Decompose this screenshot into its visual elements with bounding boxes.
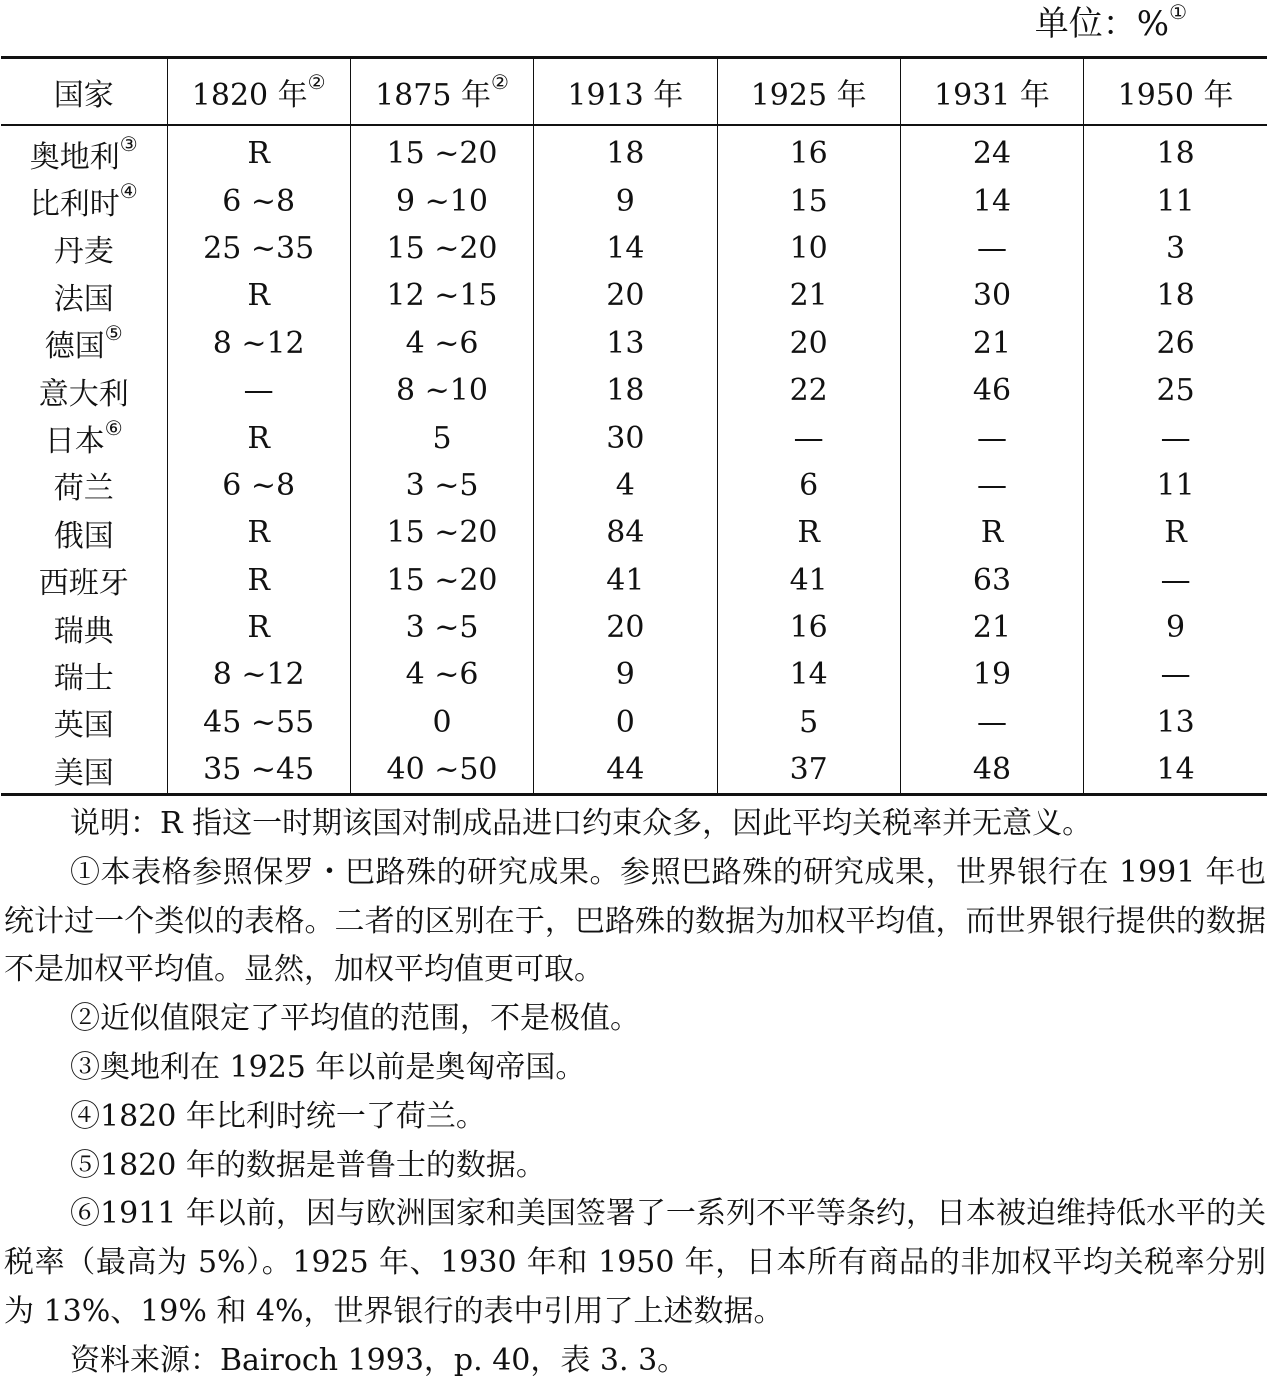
tariff-value-cell: 30	[900, 272, 1083, 319]
footnote-marker: ②	[490, 69, 509, 94]
column-header-label: 1820 年	[191, 77, 308, 113]
tariff-value-cell: 6 ~8	[167, 177, 350, 224]
tariff-value-cell: 45 ~55	[167, 699, 350, 746]
tariff-value-cell: 16	[717, 604, 900, 651]
tariff-value-cell: 16	[717, 125, 900, 177]
tariff-value-cell: 11	[1084, 177, 1267, 224]
tariff-value-cell: 3 ~5	[350, 462, 533, 509]
table-body	[1, 125, 1267, 795]
tariff-value-cell: —	[717, 414, 900, 461]
country-cell	[1, 699, 167, 746]
tariff-value-cell: 21	[900, 320, 1083, 367]
tariff-value-cell: 13	[534, 320, 717, 367]
tariff-value-cell: 14	[717, 651, 900, 698]
column-header-year	[350, 58, 533, 126]
tariff-value-cell: 46	[900, 367, 1083, 414]
footnote: ⑥1911 年以前，因与欧洲国家和美国签署了一系列不平等条约，日本被迫维持低水平的关税率（最高为 5%）。1925 年、1930 年和 1950 年，日本所有商品的非加权平均关税率分别为 13%、19% 和 4%，世界银行的表中引用了上述数据。	[4, 1196, 1266, 1329]
column-header-year	[900, 58, 1083, 126]
column-header-label: 1950 年	[1117, 77, 1234, 113]
country-name: 比利时	[29, 187, 120, 223]
tariff-value-cell: 48	[900, 746, 1083, 795]
tariff-value-cell: 40 ~50	[350, 746, 533, 795]
column-header-label: 1931 年	[934, 77, 1050, 113]
table-row	[1, 651, 1267, 698]
country-name: 德国	[44, 329, 105, 365]
tariff-value-cell: 25 ~35	[167, 225, 350, 272]
tariff-value-cell: 3 ~5	[350, 604, 533, 651]
unit-label: 单位：%①	[1034, 0, 1187, 44]
tariff-value-cell: 13	[1084, 699, 1267, 746]
footnote: ②近似值限定了平均值的范围，不是极值。	[70, 1001, 640, 1037]
footnote: ③奥地利在 1925 年以前是奥匈帝国。	[70, 1049, 586, 1085]
tariff-value-cell: 21	[717, 272, 900, 319]
tariff-value-cell: 18	[1084, 125, 1267, 177]
country-cell	[1, 509, 167, 556]
tariff-value-cell: 9	[1084, 604, 1267, 651]
footnote-marker: ④	[119, 179, 138, 204]
table-row	[1, 320, 1267, 367]
tariff-value-cell: 20	[534, 272, 717, 319]
country-name: 瑞士	[53, 660, 114, 696]
tariff-value-cell: 35 ~45	[167, 746, 350, 795]
footnote-marker: ⑥	[104, 416, 123, 441]
footnote: ⑤1820 年的数据是普鲁士的数据。	[70, 1147, 546, 1183]
footnote-marker: ②	[307, 69, 326, 94]
note-source: 资料来源：Bairoch 1993，p. 40，表 3. 3。	[70, 1342, 688, 1378]
country-cell	[1, 651, 167, 698]
table-row	[1, 462, 1267, 509]
country-cell	[1, 272, 167, 319]
table-row	[1, 225, 1267, 272]
footnote: ④1820 年比利时统一了荷兰。	[70, 1098, 486, 1134]
tariff-value-cell: 5	[717, 699, 900, 746]
footnote-marker: ⑤	[104, 321, 123, 346]
table-row	[1, 177, 1267, 224]
tariff-value-cell: 12 ~15	[350, 272, 533, 319]
country-cell	[1, 125, 167, 177]
tariff-value-cell: 8 ~12	[167, 651, 350, 698]
country-name: 俄国	[53, 518, 114, 554]
tariff-value-cell: 20	[717, 320, 900, 367]
tariff-value-cell: —	[167, 367, 350, 414]
tariff-value-cell: 14	[534, 225, 717, 272]
column-header-label: 1875 年	[375, 77, 491, 113]
tariff-value-cell: R	[167, 272, 350, 319]
tariff-value-cell: 8 ~12	[167, 320, 350, 367]
country-name: 英国	[53, 708, 114, 744]
tariff-value-cell: 15 ~20	[350, 225, 533, 272]
country-cell	[1, 320, 167, 367]
tariff-value-cell: —	[1084, 651, 1267, 698]
tariff-value-cell: R	[167, 604, 350, 651]
tariff-value-cell: 21	[900, 604, 1083, 651]
tariff-value-cell: R	[1084, 509, 1267, 556]
table-notes	[4, 800, 1266, 1386]
country-cell	[1, 177, 167, 224]
country-cell	[1, 557, 167, 604]
country-name: 瑞典	[53, 613, 114, 649]
tariff-value-cell: 9	[534, 651, 717, 698]
table-row	[1, 367, 1267, 414]
tariff-value-cell: 15	[717, 177, 900, 224]
tariff-value-cell: 8 ~10	[350, 367, 533, 414]
country-cell	[1, 225, 167, 272]
tariff-value-cell: 18	[534, 125, 717, 177]
table-row	[1, 746, 1267, 795]
tariff-value-cell: 18	[1084, 272, 1267, 319]
table-row	[1, 414, 1267, 461]
country-cell	[1, 414, 167, 461]
tariff-value-cell: 11	[1084, 462, 1267, 509]
tariff-value-cell: 15 ~20	[350, 125, 533, 177]
table-row	[1, 699, 1267, 746]
tariff-value-cell: 4	[534, 462, 717, 509]
tariff-value-cell: —	[900, 225, 1083, 272]
tariff-value-cell: 4 ~6	[350, 320, 533, 367]
tariff-value-cell: 44	[534, 746, 717, 795]
tariff-value-cell: 9 ~10	[350, 177, 533, 224]
table-row	[1, 509, 1267, 556]
tariff-value-cell: 0	[350, 699, 533, 746]
tariff-table	[1, 56, 1267, 796]
column-header-year	[1084, 58, 1267, 126]
country-cell	[1, 367, 167, 414]
column-header-year	[534, 58, 717, 126]
country-cell	[1, 604, 167, 651]
country-name: 荷兰	[53, 471, 114, 507]
country-name: 日本	[44, 424, 105, 460]
tariff-value-cell: 6	[717, 462, 900, 509]
column-header-label: 1913 年	[567, 77, 684, 113]
tariff-value-cell: 15 ~20	[350, 509, 533, 556]
tariff-value-cell: 6 ~8	[167, 462, 350, 509]
tariff-value-cell: 84	[534, 509, 717, 556]
tariff-value-cell: 41	[534, 557, 717, 604]
tariff-value-cell: 30	[534, 414, 717, 461]
tariff-value-cell: 15 ~20	[350, 557, 533, 604]
tariff-value-cell: 0	[534, 699, 717, 746]
country-name: 西班牙	[38, 566, 129, 602]
tariff-value-cell: 3	[1084, 225, 1267, 272]
tariff-value-cell: 5	[350, 414, 533, 461]
tariff-value-cell: R	[167, 125, 350, 177]
country-name: 意大利	[38, 376, 129, 412]
footnote-marker: ③	[119, 131, 138, 156]
country-cell	[1, 746, 167, 795]
tariff-value-cell: 19	[900, 651, 1083, 698]
table-row	[1, 557, 1267, 604]
column-header-year	[717, 58, 900, 126]
tariff-value-cell: R	[900, 509, 1083, 556]
tariff-value-cell: 18	[534, 367, 717, 414]
tariff-value-cell: —	[900, 699, 1083, 746]
column-header-label: 国家	[53, 77, 114, 113]
tariff-value-cell: R	[717, 509, 900, 556]
tariff-value-cell: 22	[717, 367, 900, 414]
country-cell	[1, 462, 167, 509]
tariff-value-cell: 14	[900, 177, 1083, 224]
tariff-value-cell: —	[900, 462, 1083, 509]
table-row	[1, 604, 1267, 651]
table-header	[1, 58, 1267, 126]
country-name: 丹麦	[53, 234, 114, 270]
tariff-value-cell: 41	[717, 557, 900, 604]
column-header-label: 1925 年	[750, 77, 867, 113]
tariff-value-cell: 25	[1084, 367, 1267, 414]
table-row	[1, 272, 1267, 319]
tariff-value-cell: 9	[534, 177, 717, 224]
tariff-value-cell: 24	[900, 125, 1083, 177]
tariff-value-cell: 14	[1084, 746, 1267, 795]
note-explanation: 说明：R 指这一时期该国对制成品进口约束众多，因此平均关税率并无意义。	[70, 806, 1093, 841]
table-header-row	[1, 58, 1267, 126]
tariff-value-cell: R	[167, 557, 350, 604]
tariff-value-cell: 10	[717, 225, 900, 272]
tariff-value-cell: 37	[717, 746, 900, 795]
tariff-value-cell: 20	[534, 604, 717, 651]
column-header-country	[1, 58, 167, 126]
country-name: 美国	[53, 755, 114, 791]
tariff-value-cell: R	[167, 509, 350, 556]
tariff-value-cell: —	[900, 414, 1083, 461]
unit-footnote-marker: ①	[1169, 0, 1187, 24]
tariff-value-cell: R	[167, 414, 350, 461]
tariff-value-cell: 26	[1084, 320, 1267, 367]
column-header-year	[167, 58, 350, 126]
tariff-value-cell: 4 ~6	[350, 651, 533, 698]
country-name: 奥地利	[29, 139, 120, 175]
footnote: ①本表格参照保罗・巴路殊的研究成果。参照巴路殊的研究成果，世界银行在 1991 年也统计过一个类似的表格。二者的区别在于，巴路殊的数据为加权平均值，而世界银行提供的数据不是加权平均值。显然，加权平均值更可取。	[4, 854, 1266, 988]
tariff-value-cell: 63	[900, 557, 1083, 604]
table-row	[1, 125, 1267, 177]
tariff-value-cell: —	[1084, 557, 1267, 604]
tariff-value-cell: —	[1084, 414, 1267, 461]
country-name: 法国	[53, 281, 114, 317]
